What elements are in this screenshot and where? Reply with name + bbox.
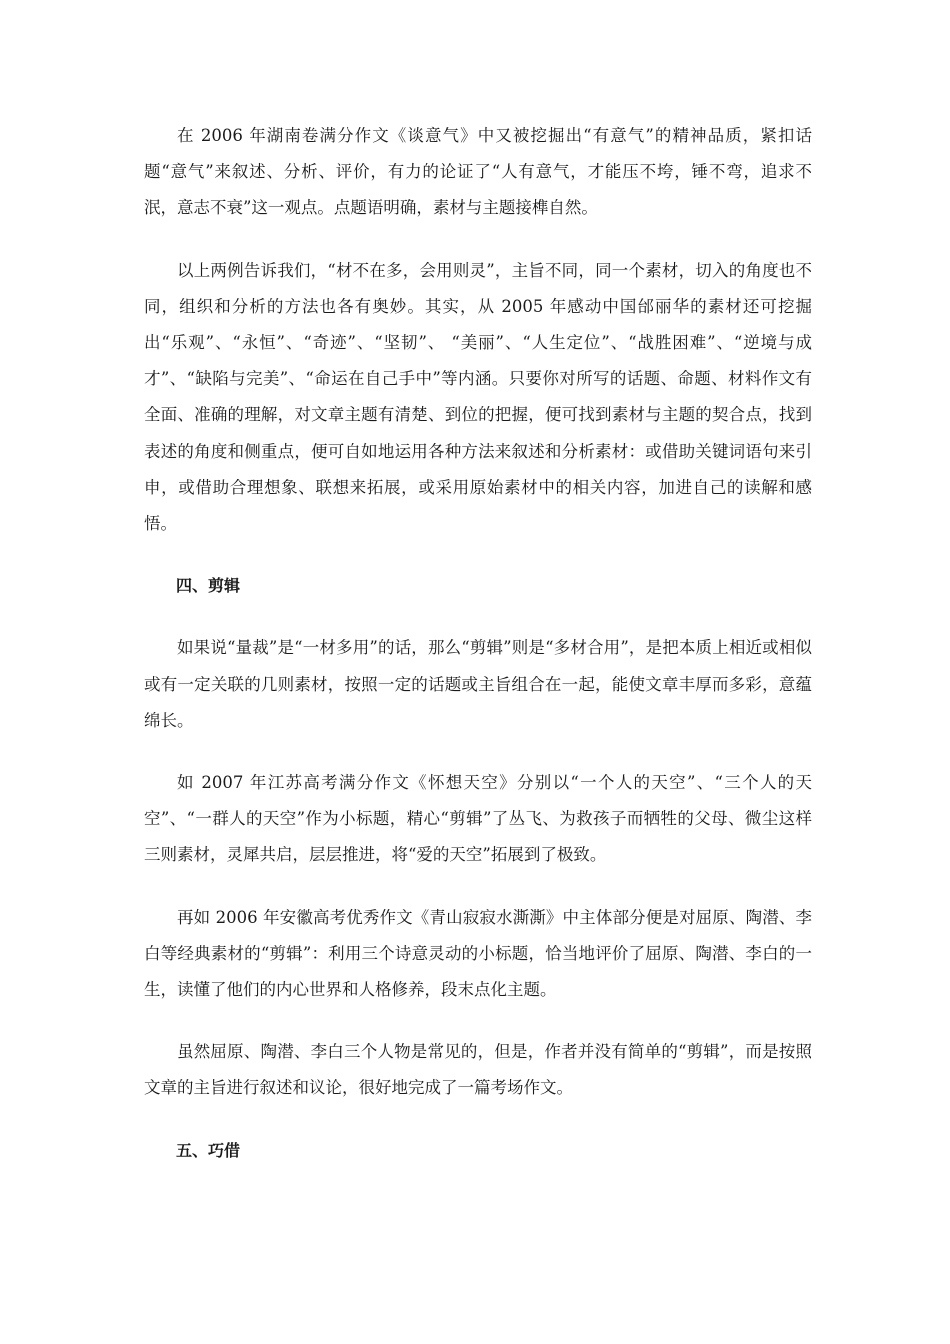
document-body: [144, 118, 812, 1195]
section-heading-editing: 四、剪辑: [176, 576, 241, 596]
paragraph-jiangsu-example: 如 2007 年江苏高考满分作文《怀想天空》分别以“一个人的天空”、“三个人的天空”、“一群人的天空”作为小标题，精心“剪辑”了丛飞、为救孩子而牺牲的父母、微尘这样三则素材，灵犀共启，层层推进，将“爱的天空”拓展到了极致。: [144, 773, 812, 865]
paragraph-editing-definition: 如果说“量裁”是“一材多用”的话，那么“剪辑”则是“多材合用”，是把本质上相近或相似或有一定关联的几则素材，按照一定的话题或主旨组合在一起，能使文章丰厚而多彩，意蕴绵长。: [144, 638, 812, 730]
paragraph-yiqi-essay: 在 2006 年湖南卷满分作文《谈意气》中又被挖掘出“有意气”的精神品质，紧扣话题“意气”来叙述、分析、评价，有力的论证了“人有意气，才能压不垮，锤不弯，追求不泯，意志不衰”这一观点。点题语明确，素材与主题接榫自然。: [144, 126, 812, 218]
paragraph-conclusion: 虽然屈原、陶潜、李白三个人物是常见的，但是，作者并没有简单的“剪辑”，而是按照文章的主旨进行叙述和议论，很好地完成了一篇考场作文。: [144, 1042, 812, 1098]
paragraph-anhui-example: 再如 2006 年安徽高考优秀作文《青山寂寂水澌澌》中主体部分便是对屈原、陶潜、李白等经典素材的“剪辑”：利用三个诗意灵动的小标题，恰当地评价了屈原、陶潜、李白的一生，读懂了他们的内心世界和人格修养，段末点化主题。: [144, 907, 812, 1000]
paragraph-two-examples: 以上两例告诉我们，“材不在多，会用则灵”，主旨不同，同一个素材，切入的角度也不同，组织和分析的方法也各有奥妙。其实，从 2005 年感动中国邰丽华的素材还可挖掘出“乐观”、“永恒”、“奇迹”、“坚韧”、 “美丽”、“人生定位”、“战胜困难”、“逆境与成才”、“缺陷与完美”、“命运在自己手中”等内涵。只要你对所写的话题、命题、材料作文有全面、准确的理解，对文章主题有清楚、到位的把握，便可找到素材与主题的契合点，找到表述的角度和侧重点，便可自如地运用各种方法来叙述和分析素材：或借助关键词语句来引申，或借助合理想象、联想来拓展，或采用原始素材中的相关内容，加进自己的读解和感悟。: [144, 260, 812, 534]
section-heading-borrowing: 五、巧借: [176, 1140, 241, 1160]
